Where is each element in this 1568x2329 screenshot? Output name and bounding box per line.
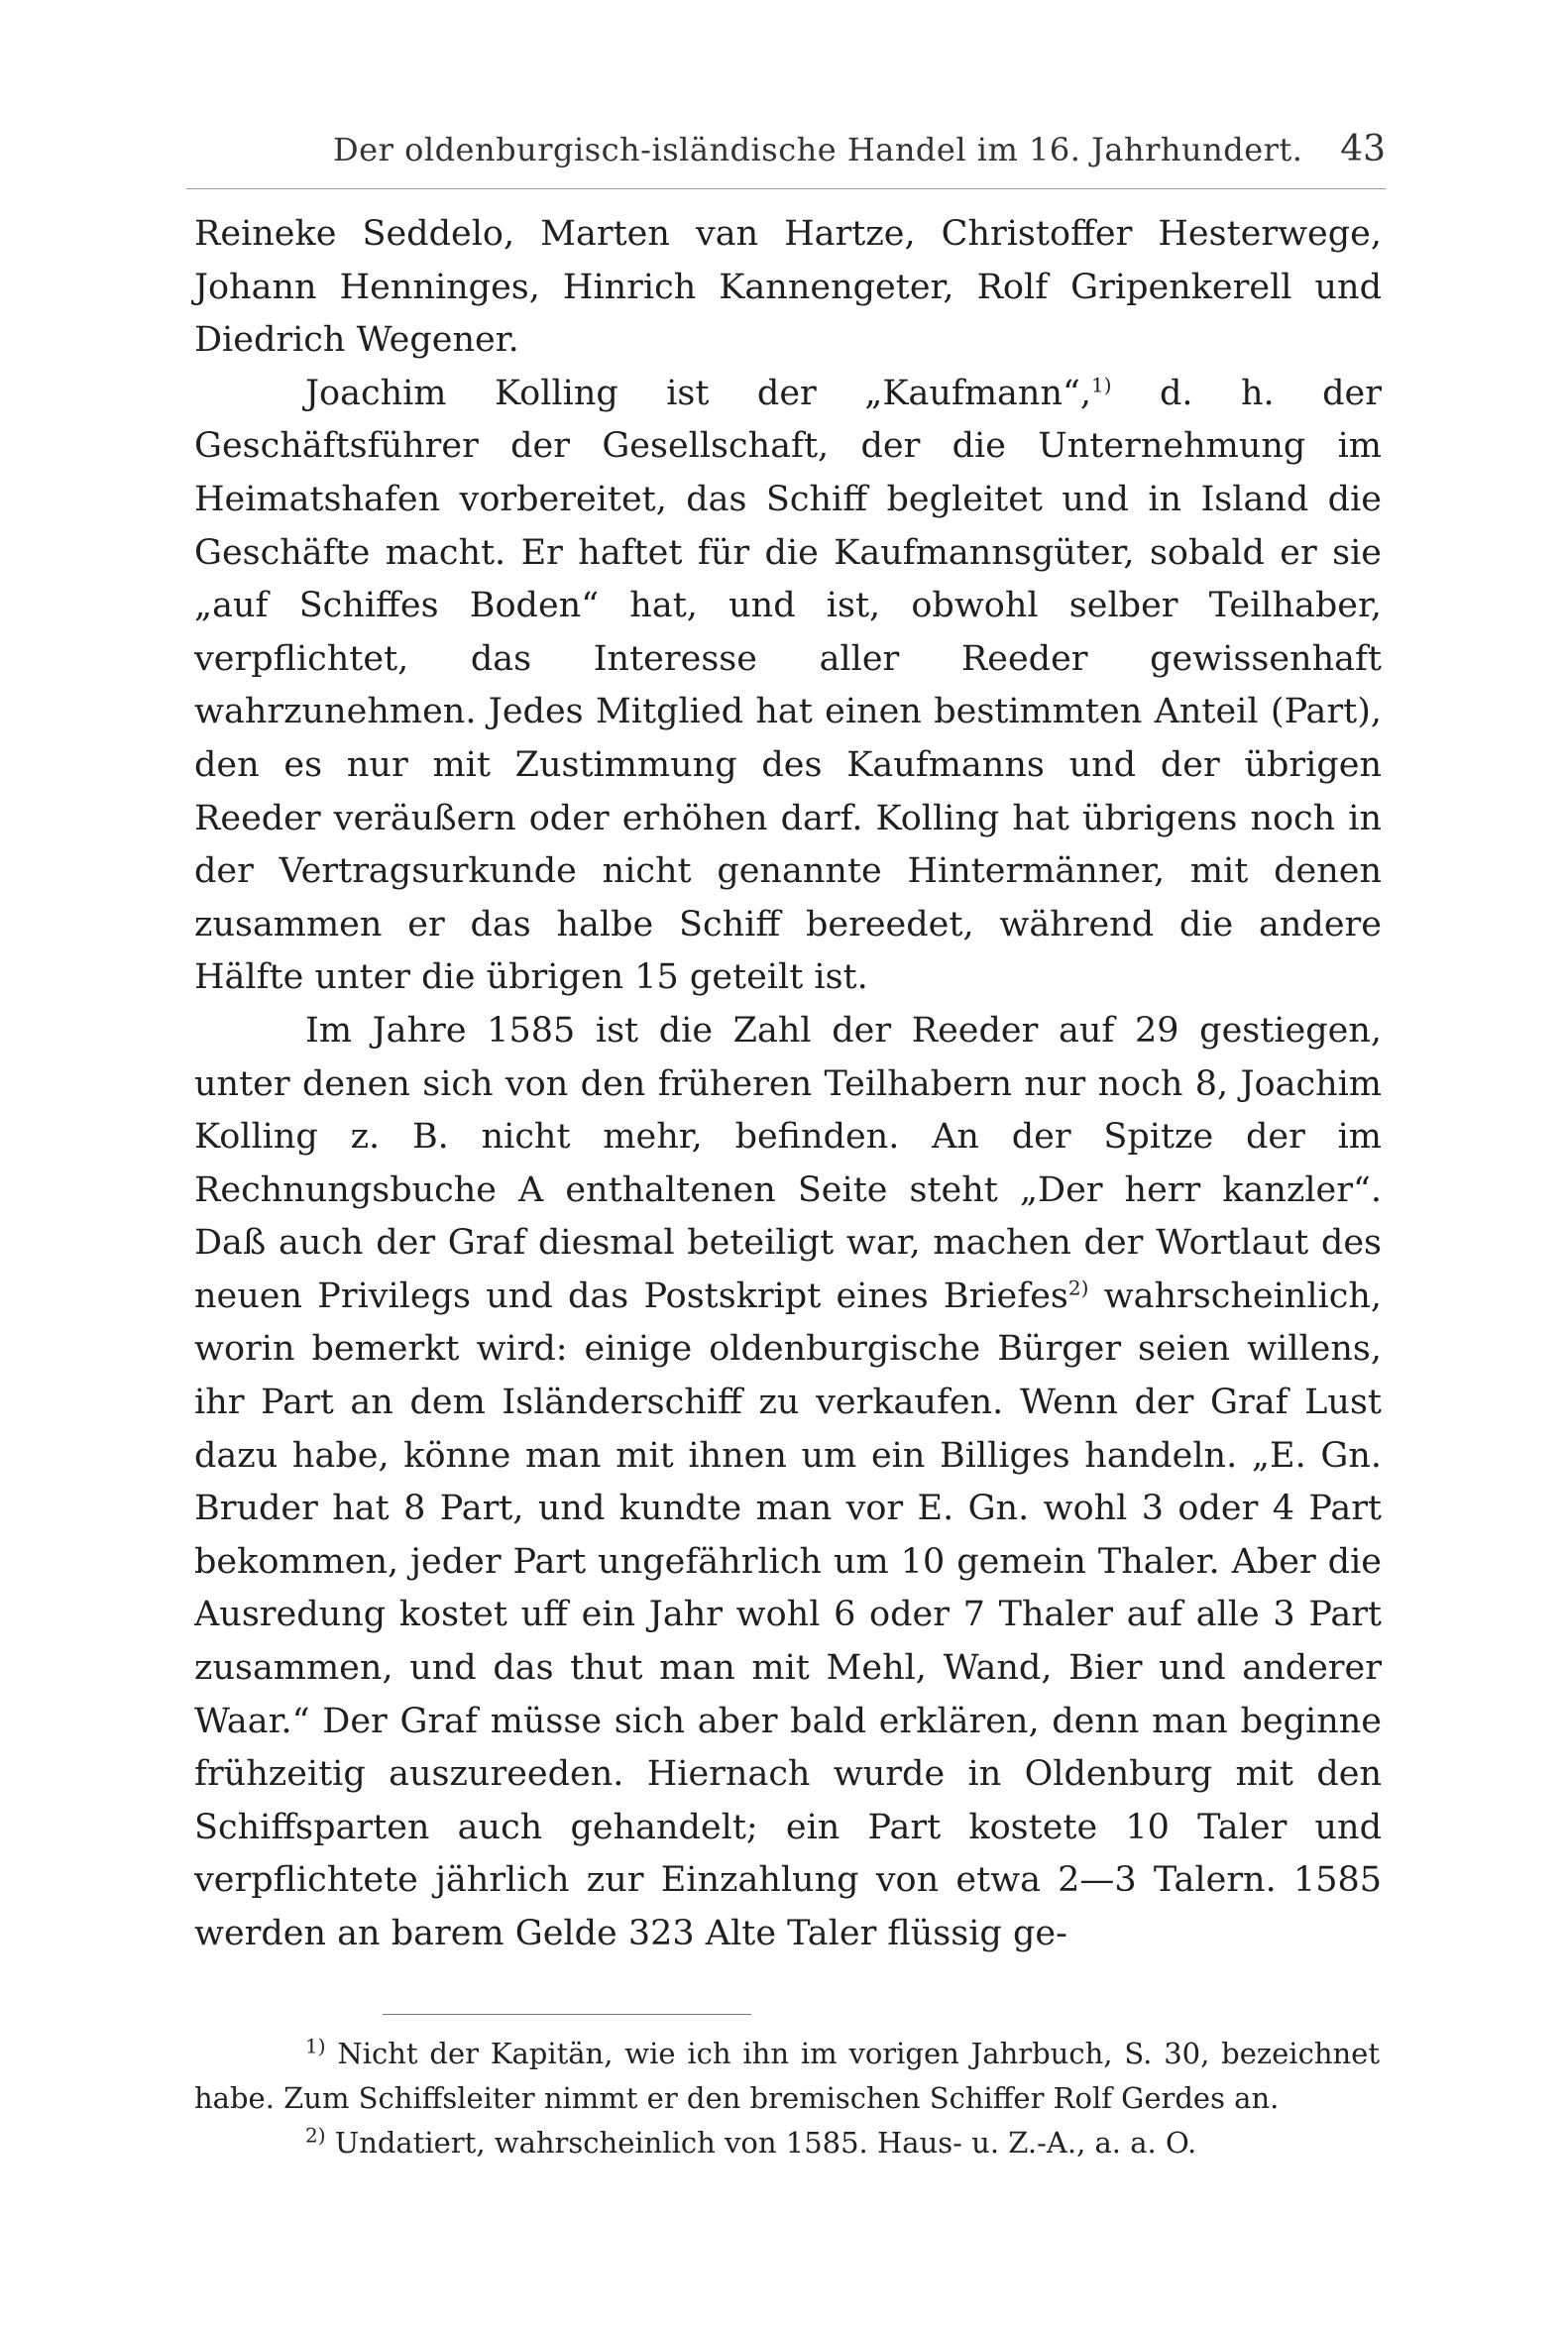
paragraph-2-text-a: Joachim Kolling ist der „Kaufmann“,	[305, 373, 1092, 413]
header-rule	[186, 188, 1386, 189]
footnote-2-mark: 2)	[305, 2123, 326, 2148]
paragraph-1	[194, 208, 1382, 368]
footnote-rule	[383, 2014, 751, 2015]
footnote-2-text: Undatiert, wahrscheinlich von 1585. Haus- u. Z.-A., a. a. O.	[325, 2126, 1197, 2160]
footnote-2	[194, 2121, 1380, 2165]
footnotes	[194, 2032, 1380, 2165]
main-text	[194, 208, 1382, 1961]
paragraph-3-text-b: wahrscheinlich, worin bemerkt wird: einige oldenburgische Bürger seien willens, ihr Part an dem Isländerschiff zu verkaufen. Wenn der Graf Lust dazu habe, könne man mit ihnen um ein Billiges handeln. „E. Gn. Bruder hat 8 Part, und kundte man vor E. Gn. wohl 3 oder 4 Part bekommen, jeder Part ungefährlich um 10 gemein Thaler. Aber die Ausredung kostet uff ein Jahr wohl 6 oder 7 Thaler auf alle 3 Part zusammen, und das thut man mit Mehl, Wand, Bier und anderer Waar.“ Der Graf müsse sich aber bald erklären, denn man beginne frühzeitig auszureeden. Hiernach wurde in Oldenburg mit den Schiffsparten auch gehandelt; ein Part kostete 10 Taler und verpflichtete jährlich zur Einzahlung von etwa 2—3 Talern. 1585 werden an barem Gelde 323 Alte Taler flüssig ge-	[194, 1275, 1382, 1953]
footnote-1	[194, 2032, 1380, 2121]
page-header	[186, 127, 1386, 186]
paragraph-1-text: Reineke Seddelo, Marten van Hartze, Christoffer Hesterwege, Johann Henninges, Hinrich Kannengeter, Rolf Gripenkerell und Diedrich Wegener.	[194, 214, 1382, 361]
paragraph-2-text-b: d. h. der Geschäftsführer der Gesellschaft, der die Unternehmung im Heimatshafen vorbereitet, das Schiff begleitet und in Island die Geschäfte macht. Er haftet für die Kaufmannsgüter, sobald er sie „auf Schiffes Boden“ hat, und ist, obwohl selber Teilhaber, verpflichtet, das Interesse aller Reeder gewissenhaft wahrzunehmen. Jedes Mitglied hat einen bestimmten Anteil (Part), den es nur mit Zustimmung des Kaufmanns und der übrigen Reeder veräußern oder erhöhen darf. Kolling hat übrigens noch in der Vertragsurkunde nicht genannte Hintermänner, mit denen zusammen er das halbe Schiff bereedet, während die andere Hälfte unter die übrigen 15 geteilt ist.	[194, 373, 1382, 998]
footnote-ref-2: 2)	[1067, 1275, 1089, 1300]
paragraph-3	[194, 1005, 1382, 1961]
paragraph-2	[194, 368, 1382, 1005]
footnote-1-mark: 1)	[305, 2034, 326, 2058]
footnote-1-text: Nicht der Kapitän, wie ich ihn im vorigen Jahrbuch, S. 30, bezeichnet habe. Zum Schiffsleiter nimmt er den bremischen Schiffer Rolf Gerdes an.	[194, 2037, 1380, 2115]
paragraph-3-text-a: Im Jahre 1585 ist die Zahl der Reeder auf 29 gestiegen, unter denen sich von den früheren Teilhabern nur noch 8, Joachim Kolling z. B. nicht mehr, befinden. An der Spitze der im Rechnungsbuche A enthaltenen Seite steht „Der herr kanzler“. Daß auch der Graf diesmal beteiligt war, machen der Wortlaut des neuen Privilegs und das Postskript eines Briefes	[194, 1010, 1382, 1316]
page-number: 43	[1340, 129, 1386, 169]
footnote-ref-1: 1)	[1091, 373, 1112, 397]
running-title: Der oldenburgisch-isländische Handel im 16. Jahrhundert.	[333, 131, 1303, 168]
